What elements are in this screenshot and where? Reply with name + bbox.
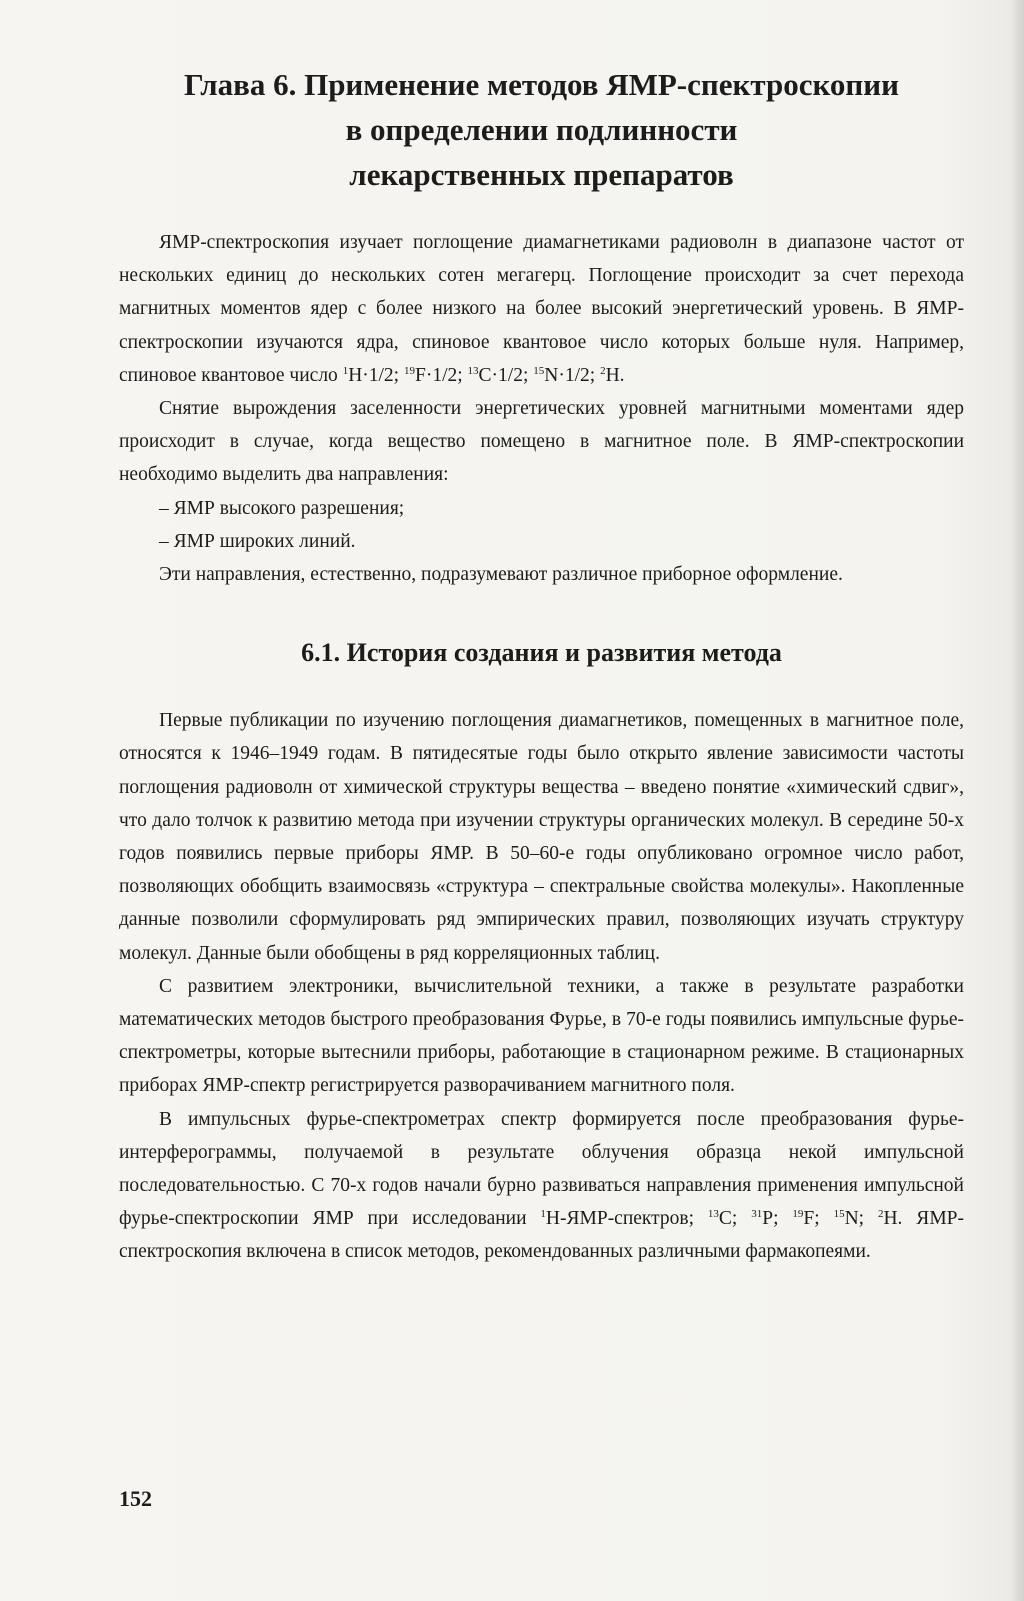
isotope-mass: 31: [751, 1208, 763, 1221]
isotope-text: C;: [718, 1208, 752, 1230]
intro-paragraph-2: Снятие вырождения заселенности энергетических уровней магнитными моментами ядер происходит в случае, когда вещество помещено в магнитное поле. В ЯМР-спектроскопии необходимо выделить два направления:: [119, 398, 964, 486]
isotope-item: [708, 1208, 751, 1229]
isotope-item: [404, 365, 468, 386]
isotope-mass: 2: [877, 1208, 884, 1221]
intro-paragraph-1-text: ЯМР-спектроскопия изучает поглощение диамагнетиками радиоволн в диапазоне частот от нескольких единиц до нескольких сотен мегагерц. Поглощение происходит за счет перехода магнитных моментов ядер с более низкого на более высокий энергетический уровень. В ЯМР-спектроскопии изучаются ядра, спиновое квантовое число которых больше нуля. Например, спиновое квантовое число: [119, 232, 964, 386]
intro-paragraph-1: [119, 226, 964, 392]
isotope-mass: 1: [342, 364, 349, 377]
section-paragraph-3-text: В импульсных фурье-спектрометрах спектр формируется после преобразования фурье-интерферограммы, получаемой в результате облучения образца некой импульсной последовательностью. С 70-х годов начали бурно развиваться направления применения импульсной фурье-спектроскопии ЯМР при исследовании: [119, 1108, 964, 1230]
section-paragraph-2: С развитием электроники, вычислительной техники, а также в результате разработки математических методов быстрого преобразования Фурье, в 70-е годы появились импульсные фурье-спектрометры, которые вытеснили приборы, работающие в стационарном режиме. В стационарных приборах ЯМР-спектр регистрируется разворачиванием магнитного поля.: [119, 975, 964, 1097]
isotope-mass: 13: [467, 364, 479, 377]
isotope-text: P;: [762, 1208, 793, 1230]
chapter-title-line-3: лекарственных препаратов: [349, 157, 734, 192]
isotope-item: [751, 1208, 792, 1229]
chapter-title: [119, 62, 964, 197]
isotope-text: N;: [844, 1208, 878, 1230]
intro-paragraph-3: Эти направления, естественно, подразумевают различное приборное оформление.: [159, 564, 843, 586]
section-paragraph-3: [119, 1103, 964, 1269]
page-number: 152: [119, 1486, 152, 1511]
isotope-mass: 1: [540, 1208, 546, 1221]
isotope-item: [600, 365, 624, 386]
isotope-text: N·1/2;: [544, 364, 601, 386]
isotope-mass: 13: [707, 1208, 719, 1221]
chapter-title-line-2: в определении подлинности: [345, 112, 738, 147]
page-edge-shadow: [1010, 0, 1024, 1601]
isotope-text: H-ЯМР-спектров;: [545, 1208, 708, 1230]
isotope-text: H·1/2;: [348, 364, 404, 386]
list-item-high-resolution: – ЯМР высокого разрешения;: [159, 497, 405, 519]
list-item-wide-lines: – ЯМР широких линий.: [159, 530, 356, 552]
isotope-item: [878, 1208, 902, 1229]
page-content: [119, 52, 964, 1269]
isotope-mass: 15: [533, 364, 545, 377]
isotope-item: [468, 365, 534, 386]
isotope-text: F;: [803, 1208, 834, 1230]
section-paragraph-3-end: ЯМР-спектроскопия включена в список методов, рекомендованных различными фармакопеями.: [119, 1208, 964, 1263]
isotope-item: [533, 365, 600, 386]
isotope-mass: 19: [403, 364, 415, 377]
isotope-text: F·1/2;: [414, 364, 468, 386]
isotope-text: H.: [605, 364, 625, 386]
isotope-mass: 2: [600, 364, 606, 377]
isotope-mass: 19: [792, 1208, 804, 1221]
isotope-item: [343, 365, 404, 386]
isotope-text: H.: [883, 1208, 903, 1230]
section-heading: 6.1. История создания и развития метода: [301, 638, 782, 668]
chapter-title-line-1: Глава 6. Применение методов ЯМР-спектроскопии: [183, 67, 900, 102]
isotope-item: [834, 1208, 878, 1229]
section-paragraph-1: Первые публикации по изучению поглощения диамагнетиков, помещенных в магнитное поле, относятся к 1946–1949 годам. В пятидесятые годы было открыто явление зависимости частоты поглощения радиоволн от химической структуры вещества – введено понятие «химический сдвиг», что дало толчок к развитию метода при изучении структуры органических молекул. В середине 50-х годов появились первые приборы ЯМР. В 50–60-е годы опубликовано огромное число работ, позволяющих обобщить взаимосвязь «структура – спектральные свойства молекулы». Накопленные данные позволили сформулировать ряд эмпирических правил, позволяющих изучать структуру молекул. Данные были обобщены в ряд корреляционных таблиц.: [119, 710, 964, 964]
isotope-mass: 15: [833, 1208, 845, 1221]
isotope-item: [540, 1208, 708, 1229]
isotope-text: C·1/2;: [478, 364, 534, 386]
isotope-item: [792, 1208, 833, 1229]
